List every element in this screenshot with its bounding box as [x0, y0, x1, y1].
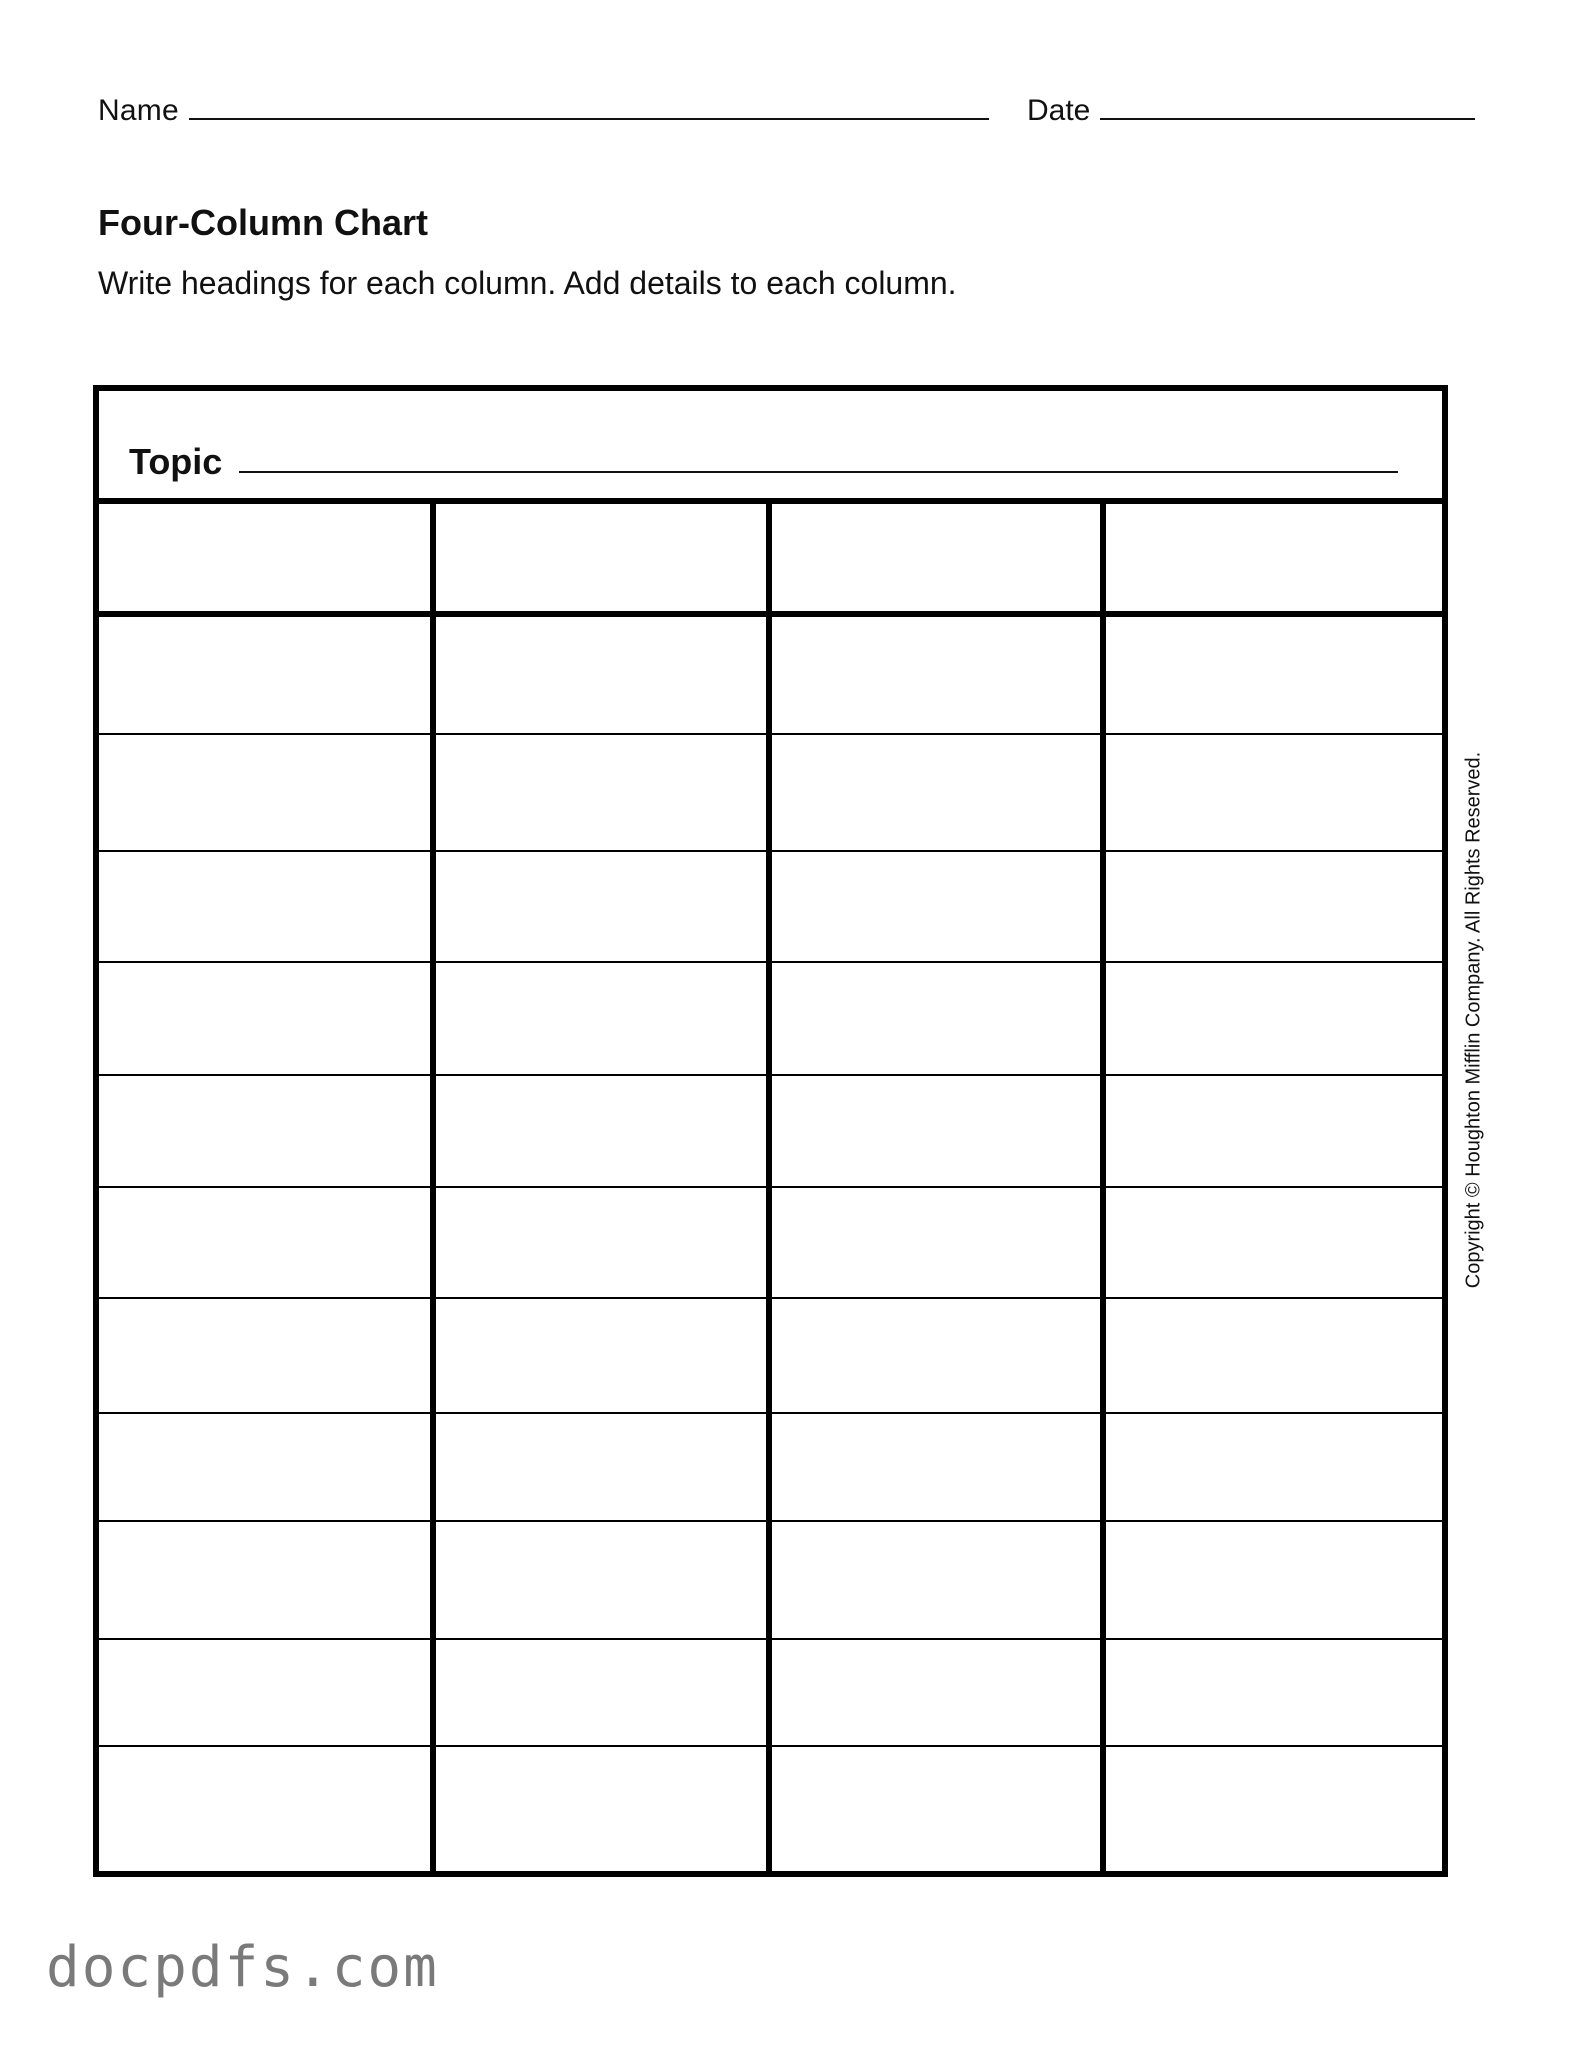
worksheet-title: Four-Column Chart — [98, 202, 428, 243]
heading-row-divider — [99, 611, 1442, 617]
copyright-notice: Copyright © Houghton Mifflin Company. All Rights Reserved. — [1462, 751, 1485, 1289]
row-divider — [99, 1186, 1442, 1188]
row-divider — [99, 1520, 1442, 1522]
row-divider — [99, 1074, 1442, 1076]
name-blank-line[interactable] — [189, 96, 989, 120]
four-column-chart — [93, 385, 1448, 1877]
name-field[interactable] — [98, 94, 989, 128]
topic-label: Topic — [129, 441, 223, 482]
date-label: Date — [1027, 94, 1091, 127]
name-label: Name — [98, 94, 179, 127]
date-field[interactable] — [1027, 94, 1475, 128]
row-divider — [99, 1745, 1442, 1747]
row-divider — [99, 1638, 1442, 1640]
row-divider — [99, 961, 1442, 963]
row-divider — [99, 1412, 1442, 1414]
row-divider — [99, 850, 1442, 852]
date-blank-line[interactable] — [1100, 96, 1475, 120]
chart-grid — [99, 504, 1442, 1871]
row-divider — [99, 733, 1442, 735]
row-divider — [99, 1297, 1442, 1299]
topic-row[interactable] — [99, 391, 1442, 504]
worksheet-instructions: Write headings for each column. Add details to each column. — [98, 265, 957, 301]
watermark: docpdfs.com — [46, 1935, 439, 2000]
topic-blank-line[interactable] — [239, 471, 1398, 473]
